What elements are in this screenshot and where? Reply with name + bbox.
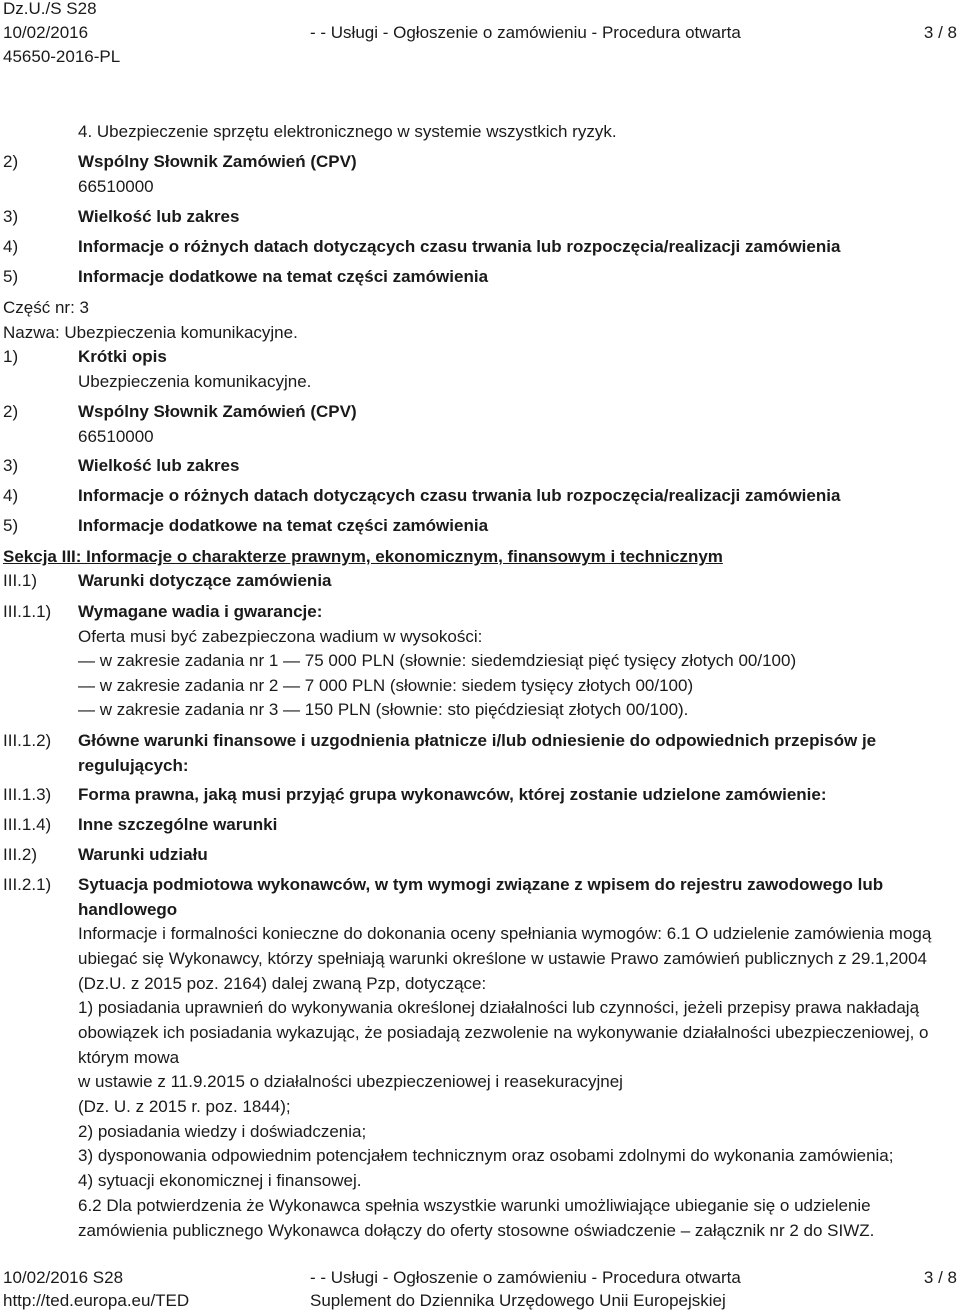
s321-num: III.2.1) — [3, 875, 52, 894]
notice-ref: 45650-2016-PL — [3, 47, 121, 66]
part3-cpv-label: Wspólny Słownik Zamówień (CPV) — [78, 402, 357, 421]
s311-line-1: Oferta musi być zabezpieczona wadium w wysokości: — [78, 627, 483, 646]
header-page: 3 / 8 — [923, 23, 957, 42]
s31-num: III.1) — [3, 571, 38, 590]
part3-extra-num: 5) — [3, 516, 19, 535]
part3-cpv-code: 66510000 — [78, 427, 154, 446]
header-title: - - Usługi - Ogłoszenie o zamówieniu - Procedura otwarta — [310, 23, 741, 42]
page-footer-row2 — [3, 1288, 957, 1312]
part2-cpv-code: 66510000 — [78, 177, 154, 196]
s314-label: Inne szczególne warunki — [78, 815, 278, 834]
part3-extra-label: Informacje dodatkowe na temat części zamówienia — [78, 516, 489, 535]
s313-num: III.1.3) — [3, 785, 52, 804]
s314-num: III.1.4) — [3, 815, 52, 834]
s31-label: Warunki dotyczące zamówienia — [78, 571, 332, 590]
header-date: 10/02/2016 — [3, 23, 89, 42]
s311-line-3: — w zakresie zadania nr 2 — 7 000 PLN (słownie: siedem tysięcy złotych 00/100) — [78, 676, 694, 695]
s321-paragraph-2: 1) posiadania uprawnień do wykonywania określonej działalności lub czynności, jeżeli przepisy prawa nakładają obowiązek ich posiadania wykazując, że posiadają zezwolenie na wykonywanie działalności ubezpieczeniowej, o którym mowa — [78, 998, 929, 1067]
s32-label: Warunki udziału — [78, 845, 208, 864]
journal-ref: Dz.U./S S28 — [3, 0, 97, 18]
part3-cpv-num: 2) — [3, 402, 19, 421]
s311-line-2: — w zakresie zadania nr 1 — 75 000 PLN (słownie: siedemdziesiąt pięć tysięcy złotych 00/100) — [78, 651, 797, 670]
part3-number: Część nr: 3 — [3, 298, 89, 317]
s311-label: Wymagane wadia i gwarancje: — [78, 602, 323, 621]
s321-paragraph-8: 6.2 Dla potwierdzenia że Wykonawca spełnia wszystkie warunki umożliwiające ubieganie się o udzielenie zamówienia publicznego Wykonawca dołączy do oferty stosowne oświadczenie – załącznik nr 2 do SIWZ. — [78, 1196, 875, 1240]
footer-supplement: Suplement do Dziennika Urzędowego Unii Europejskiej — [310, 1291, 726, 1310]
footer-page: 3 / 8 — [923, 1268, 957, 1287]
page-header-row3 — [3, 44, 957, 68]
part2-size-label: Wielkość lub zakres — [78, 207, 240, 226]
part3-desc-label: Krótki opis — [78, 347, 167, 366]
part3-size-label: Wielkość lub zakres — [78, 456, 240, 475]
footer-title: - - Usługi - Ogłoszenie o zamówieniu - Procedura otwarta — [310, 1268, 741, 1287]
footer-date-issue: 10/02/2016 S28 — [3, 1268, 124, 1287]
s321-label: Sytuacja podmiotowa wykonawców, w tym wymogi związane z wpisem do rejestru zawodowego lub handlowego — [78, 875, 884, 919]
part2-size-num: 3) — [3, 207, 19, 226]
page-header — [3, 0, 957, 20]
s321-paragraph-1: Informacje i formalności konieczne do dokonania oceny spełniania wymogów: 6.1 O udzielenie zamówienia mogą ubiegać się Wykonawcy, którzy spełniają warunki określone w ustawie Prawo zamówień publicznych z 29.1,2004 (Dz.U. z 2015 poz. 2164) dalej zwaną Pzp, dotyczące: — [78, 924, 932, 993]
part3-desc-num: 1) — [3, 347, 19, 366]
part2-dates-label: Informacje o różnych datach dotyczących czasu trwania lub rozpoczęcia/realizacji zamówienia — [78, 237, 841, 256]
s311-line-4: — w zakresie zadania nr 3 — 150 PLN (słownie: sto pięćdziesiąt złotych 00/100). — [78, 700, 689, 719]
page-header-row2 — [3, 20, 957, 44]
part2-extra-label: Informacje dodatkowe na temat części zamówienia — [78, 267, 489, 286]
s321-paragraph-3: w ustawie z 11.9.2015 o działalności ubezpieczeniowej i reasekuracyjnej — [78, 1072, 623, 1091]
part2-item4: 4. Ubezpieczenie sprzętu elektronicznego w systemie wszystkich ryzyk. — [78, 122, 617, 141]
s312-label: Główne warunki finansowe i uzgodnienia płatnicze i/lub odniesienie do odpowiednich przepisów je regulujących: — [78, 731, 877, 775]
s312-num: III.1.2) — [3, 731, 52, 750]
s321-paragraph-4: (Dz. U. z 2015 r. poz. 1844); — [78, 1097, 291, 1116]
part3-dates-num: 4) — [3, 486, 19, 505]
part2-cpv-num: 2) — [3, 152, 19, 171]
s311-num: III.1.1) — [3, 602, 52, 621]
s321-paragraph-6: 3) dysponowania odpowiednim potencjałem technicznym oraz osobami zdolnymi do wykonania zamówienia; — [78, 1146, 894, 1165]
part3-size-num: 3) — [3, 456, 19, 475]
section3-title: Sekcja III: Informacje o charakterze prawnym, ekonomicznym, finansowym i technicznym — [3, 547, 723, 566]
part2-extra-num: 5) — [3, 267, 19, 286]
s321-paragraph-5: 2) posiadania wiedzy i doświadczenia; — [78, 1122, 367, 1141]
s313-label: Forma prawna, jaką musi przyjąć grupa wykonawców, której zostanie udzielone zamówienie: — [78, 785, 827, 804]
part2-dates-num: 4) — [3, 237, 19, 256]
s32-num: III.2) — [3, 845, 38, 864]
page-footer — [3, 1265, 957, 1289]
part2-cpv-label: Wspólny Słownik Zamówień (CPV) — [78, 152, 357, 171]
part3-dates-label: Informacje o różnych datach dotyczących czasu trwania lub rozpoczęcia/realizacji zamówienia — [78, 486, 841, 505]
footer-url[interactable]: http://ted.europa.eu/TED — [3, 1291, 190, 1310]
part3-desc-text: Ubezpieczenia komunikacyjne. — [78, 372, 312, 391]
part3-name: Nazwa: Ubezpieczenia komunikacyjne. — [3, 323, 298, 342]
s321-paragraph-7: 4) sytuacji ekonomicznej i finansowej. — [78, 1171, 362, 1190]
